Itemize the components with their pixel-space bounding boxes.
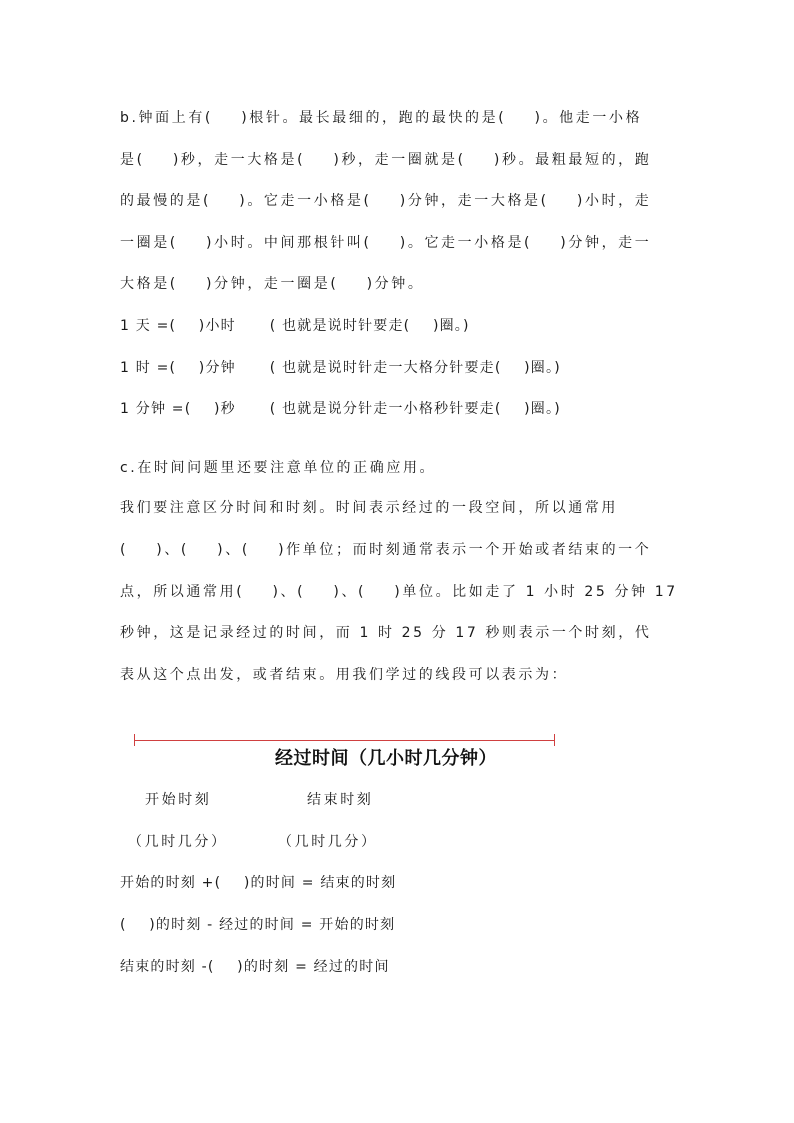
- paragraph-line: 是( )秒，走一大格是( )秒，走一圈就是( )秒。最粗最短的，跑: [120, 152, 652, 168]
- formula: 开始的时刻 +( )的时间 = 结束的时刻: [120, 875, 397, 891]
- paragraph-line: 我们要注意区分时间和时刻。时间表示经过的一段空间，所以通常用: [120, 500, 618, 516]
- paragraph-line: ( )、( )、( )作单位；而时刻通常表示一个开始或者结束的一个: [120, 542, 652, 558]
- conversion-day: 1 天 =( )小时 ( 也就是说时针要走( )圈。): [120, 318, 470, 334]
- paragraph-line: 的最慢的是( )。它走一小格是( )分钟，走一大格是( )小时，走: [120, 193, 652, 209]
- paragraph-line: 大格是( )分钟，走一圈是( )分钟。: [120, 276, 425, 292]
- timeline-segment: [134, 740, 554, 741]
- conversion-hour: 1 时 =( )分钟 ( 也就是说时针走一大格分针要走( )圈。): [120, 360, 561, 376]
- paragraph-line: 秒钟，这是记录经过的时间，而 1 时 25 分 17 秒则表示一个时刻，代: [120, 625, 652, 641]
- timeline-caption: 经过时间（几小时几分钟）: [275, 748, 497, 769]
- timeline-diagram: [120, 728, 570, 772]
- timeline-start-sub: （几时几分）: [128, 834, 228, 850]
- paragraph-line: 一圈是( )小时。中间那根针叫( )。它走一小格是( )分钟，走一: [120, 235, 652, 251]
- conversion-minute: 1 分钟 =( )秒 ( 也就是说分针走一小格秒针要走( )圈。): [120, 401, 561, 417]
- section-c-heading: c.在时间问题里还要注意单位的正确应用。: [120, 460, 437, 476]
- paragraph-line: 表从这个点出发，或者结束。用我们学过的线段可以表示为：: [120, 667, 569, 683]
- timeline-end-tick: [554, 734, 555, 746]
- timeline-end-label: 结束时刻: [307, 792, 374, 808]
- formula: ( )的时刻 - 经过的时间 = 开始的时刻: [120, 917, 396, 933]
- formula: 结束的时刻 -( )的时刻 = 经过的时间: [120, 959, 390, 975]
- timeline-end-sub: （几时几分）: [278, 834, 378, 850]
- timeline-start-label: 开始时刻: [145, 792, 212, 808]
- paragraph-line: 点，所以通常用( )、( )、( )单位。比如走了 1 小时 25 分钟 17: [120, 584, 678, 600]
- paragraph-line: b.钟面上有( )根针。最长最细的，跑的最快的是( )。他走一小格: [120, 110, 643, 126]
